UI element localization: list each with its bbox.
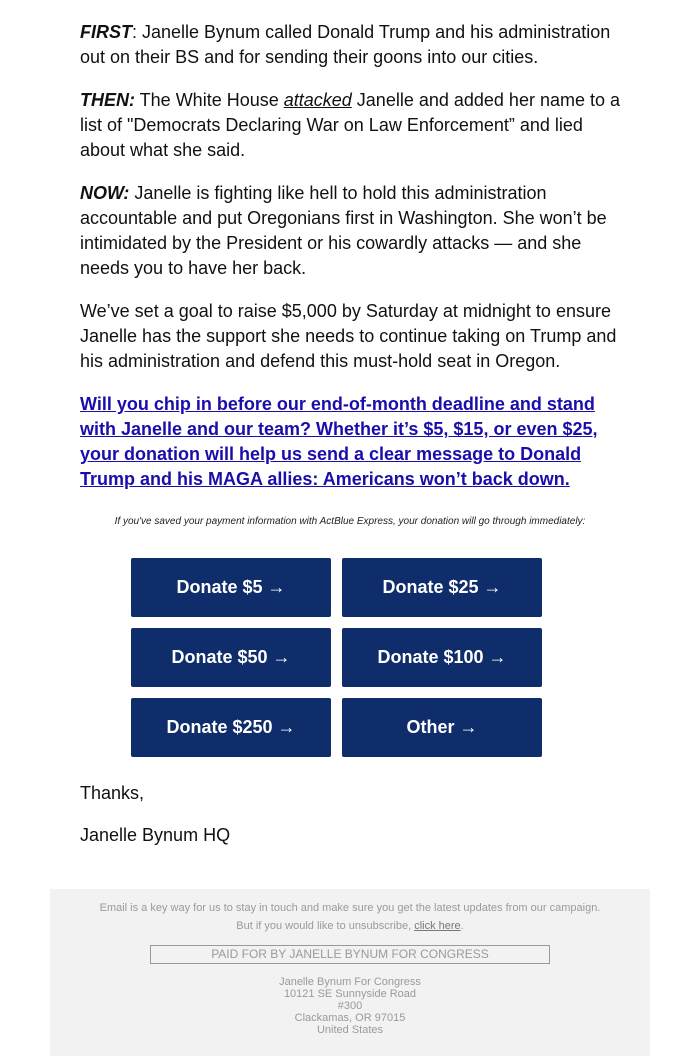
footer-line-2-before: But if you would like to unsubscribe, [236,920,415,932]
attacked-emphasis: attacked [283,90,352,110]
donate-cta-link[interactable]: Will you chip in before our end-of-month deadline and stand with Janelle and our team? Whether it’s $5, $15, or even $25, your donation will help us send a clear message to Donald Trump and his MAGA allies: Americans won’t back down. [80,394,598,489]
lead-then: THEN: [80,90,135,110]
lead-now: NOW: [80,183,130,203]
paragraph-first-text: : Janelle Bynum called Donald Trump and his administration out on their BS and for sending their goons into our cities. [80,22,611,67]
mailing-address [50,976,650,1036]
lead-first: FIRST [80,22,132,42]
signoff-thanks: Thanks, [80,783,145,803]
donate-250-button[interactable]: Donate $250 → [131,698,331,757]
paragraph-goal: We’ve set a goal to raise $5,000 by Saturday at midnight to ensure Janelle has the support she needs to continue taking on Trump and his administration and defend this must-hold seat in Oregon. [80,301,617,371]
address-line: #300 [337,1000,363,1012]
donate-100-button[interactable]: Donate $100 → [342,628,542,687]
paid-for-disclaimer: PAID FOR BY JANELLE BYNUM FOR CONGRESS [150,945,550,964]
address-line: United States [316,1024,384,1036]
email-footer [50,889,650,1056]
paragraph-then-before: The White House [135,90,284,110]
paragraph-first [80,20,625,70]
paragraph-then [80,88,625,163]
address-line: Clackamas, OR 97015 [294,1012,406,1024]
actblue-express-note: If you've saved your payment information with ActBlue Express, your donation will go through immediately: [114,516,586,527]
donate-5-button[interactable]: Donate $5 → [131,558,331,617]
footer-line-1: Email is a key way for us to stay in touch and make sure you get the latest updates from our campaign. [99,902,601,914]
donate-50-button[interactable]: Donate $50 → [131,628,331,687]
footer-line-2-after: . [460,920,464,932]
donate-other-button[interactable]: Other → [342,698,542,757]
address-line: 10121 SE Sunnyside Road [283,988,417,1000]
email-body [80,20,625,492]
signoff-name: Janelle Bynum HQ [80,825,231,845]
paragraph-then-after: Janelle and added her name to a list of "Democrats Declaring War on Law Enforcement” and lied about what she said. [80,90,620,160]
footer-line-2 [50,920,650,932]
unsubscribe-link[interactable]: click here [414,920,461,932]
paragraph-now-text: Janelle is fighting like hell to hold this administration accountable and put Oregonians first in Washington. She won’t be intimidated by the President or his cowardly attacks — and she needs you to have her back. [80,183,607,278]
address-line: Janelle Bynum For Congress [279,976,421,988]
donate-25-button[interactable]: Donate $25 → [342,558,542,617]
paragraph-now [80,181,625,281]
